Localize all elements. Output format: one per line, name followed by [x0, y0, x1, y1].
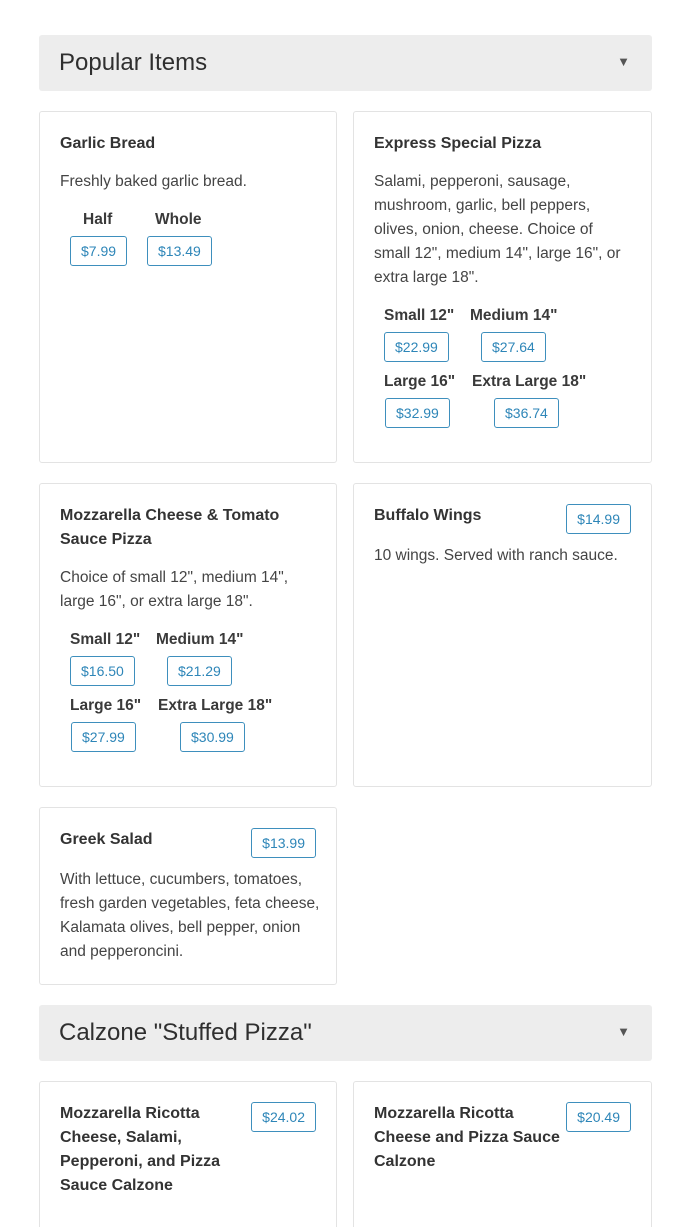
price-button[interactable]: $20.49	[566, 1102, 631, 1132]
menu-item-card-express-special-pizza[interactable]	[353, 111, 652, 463]
size-label: Extra Large 18"	[472, 373, 587, 390]
item-name: Mozzarella Ricotta Cheese and Pizza Sauce Calzone	[374, 1105, 560, 1170]
item-description: With lettuce, cucumbers, tomatoes, fresh garden vegetables, feta cheese, Kalamata olives, bell pepper, onion and pepperoncini.	[60, 871, 320, 960]
item-name: Garlic Bread	[60, 135, 156, 152]
section-header-calzone[interactable]	[39, 1005, 652, 1061]
price-button-large[interactable]: $32.99	[385, 398, 450, 428]
size-label: Small 12"	[384, 307, 455, 324]
item-name: Mozzarella Cheese & Tomato Sauce Pizza	[60, 507, 280, 548]
section-title: Popular Items	[59, 49, 208, 76]
price-button-half[interactable]: $7.99	[70, 236, 127, 266]
size-label: Extra Large 18"	[158, 697, 273, 714]
size-label: Large 16"	[384, 373, 456, 390]
menu-item-card-ricotta-calzone[interactable]	[353, 1081, 652, 1227]
price-button[interactable]: $13.99	[251, 828, 316, 858]
price-button[interactable]: $14.99	[566, 504, 631, 534]
size-label: Medium 14"	[156, 631, 244, 648]
chevron-down-icon[interactable]: ▼	[617, 54, 630, 69]
price-button-medium[interactable]: $27.64	[481, 332, 546, 362]
price-button-whole[interactable]: $13.49	[147, 236, 212, 266]
size-label: Large 16"	[70, 697, 142, 714]
item-description: Choice of small 12", medium 14", large 16", or extra large 18".	[60, 569, 289, 610]
size-label: Half	[83, 211, 113, 228]
item-name: Mozzarella Ricotta Cheese, Salami, Pepperoni, and Pizza Sauce Calzone	[60, 1105, 221, 1194]
chevron-down-icon[interactable]: ▼	[617, 1024, 630, 1039]
price-button-medium[interactable]: $21.29	[167, 656, 232, 686]
item-description: Salami, pepperoni, sausage, mushroom, garlic, bell peppers, olives, onion, cheese. Choice of small 12", medium 14", large 16", or extra large 18".	[374, 173, 621, 286]
section-title: Calzone "Stuffed Pizza"	[59, 1019, 312, 1046]
price-button-small[interactable]: $22.99	[384, 332, 449, 362]
size-label: Small 12"	[70, 631, 141, 648]
item-description: 10 wings. Served with ranch sauce.	[374, 547, 618, 564]
menu-item-card-buffalo-wings[interactable]	[353, 483, 652, 787]
item-description: Freshly baked garlic bread.	[60, 173, 247, 190]
item-name: Buffalo Wings	[374, 507, 482, 524]
menu-item-card-garlic-bread[interactable]	[39, 111, 337, 463]
section-header-popular-items[interactable]	[39, 35, 652, 91]
size-label: Whole	[155, 211, 202, 228]
price-button-small[interactable]: $16.50	[70, 656, 135, 686]
menu-item-card-mozzarella-pizza[interactable]	[39, 483, 337, 787]
item-name: Express Special Pizza	[374, 135, 542, 152]
price-button-extra-large[interactable]: $36.74	[494, 398, 559, 428]
price-button-large[interactable]: $27.99	[71, 722, 136, 752]
price-button-extra-large[interactable]: $30.99	[180, 722, 245, 752]
item-name: Greek Salad	[60, 831, 153, 848]
menu-item-card-greek-salad[interactable]	[39, 807, 337, 985]
menu-item-card-salami-pepperoni-calzone[interactable]	[39, 1081, 337, 1227]
size-label: Medium 14"	[470, 307, 558, 324]
price-button[interactable]: $24.02	[251, 1102, 316, 1132]
